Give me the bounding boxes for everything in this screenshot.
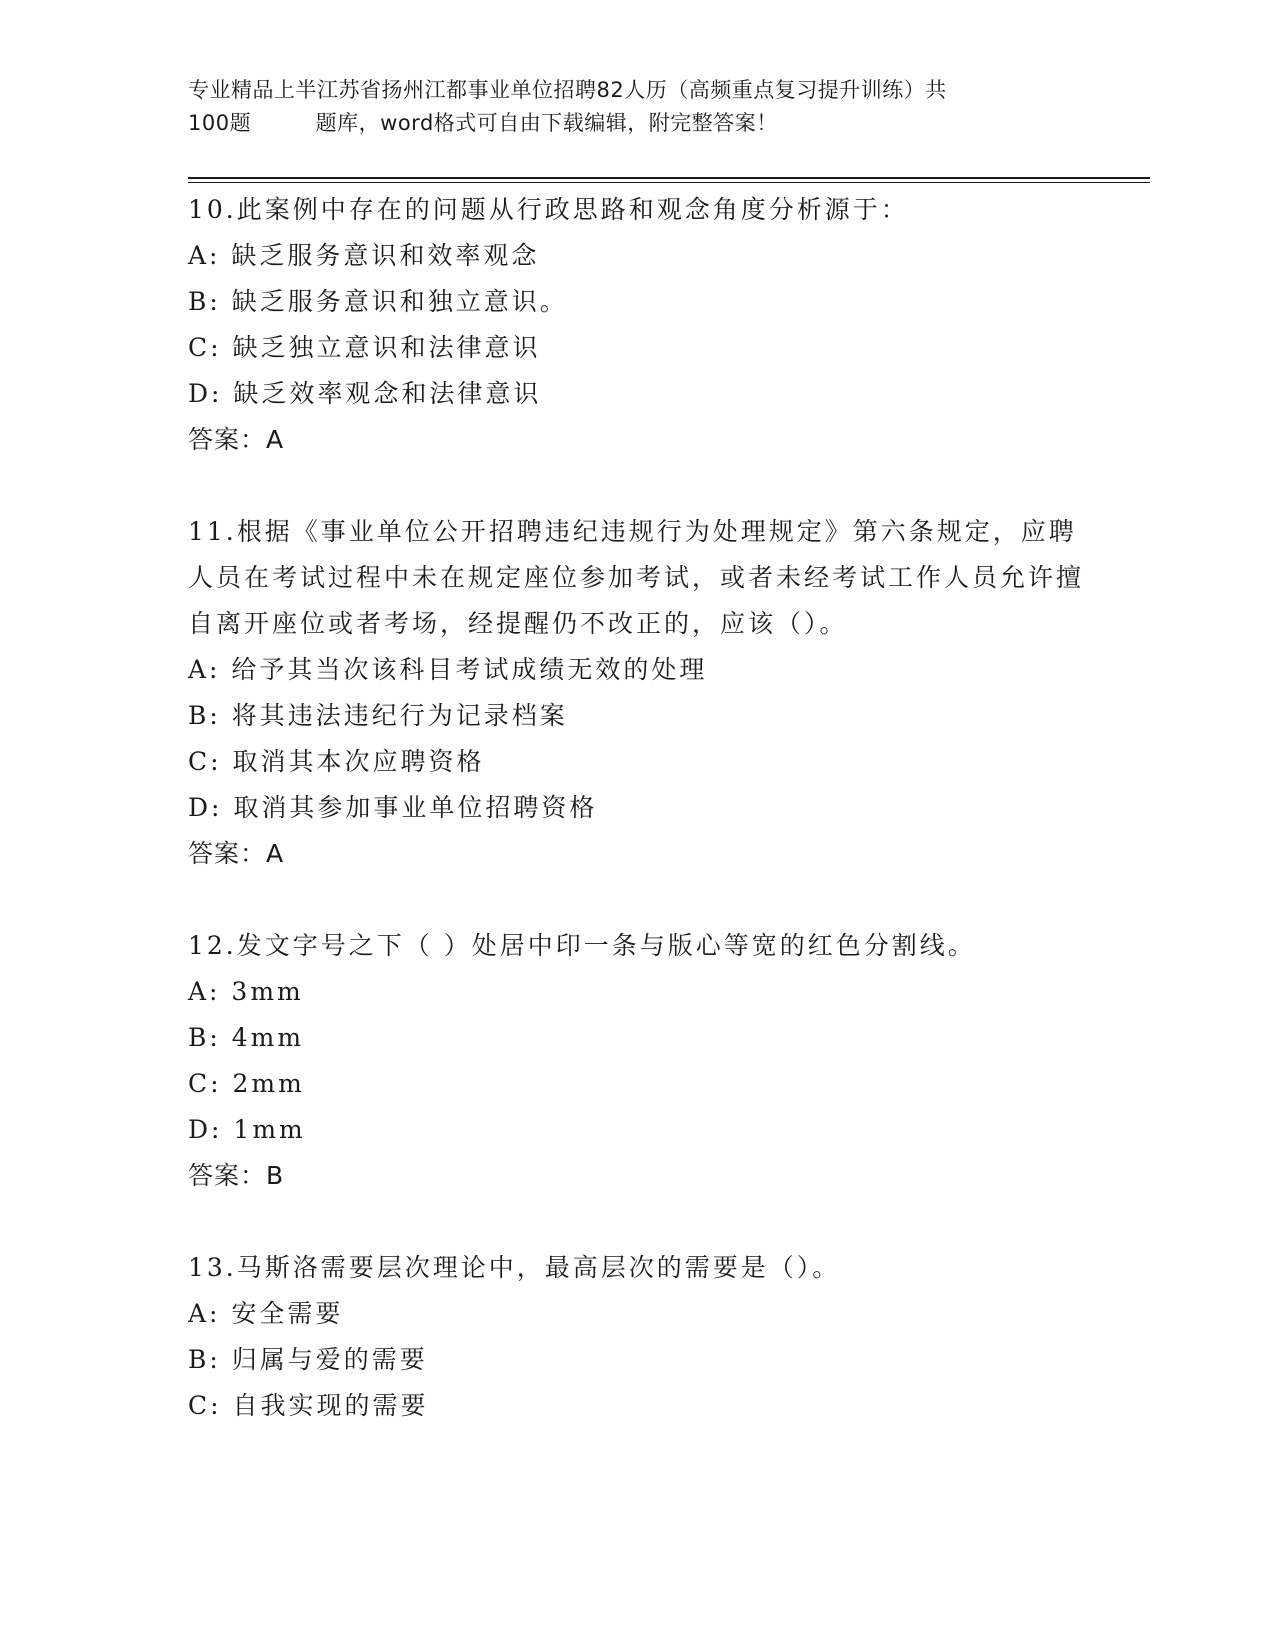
option-b: B: 将其违法违纪行为记录档案	[188, 701, 568, 730]
option-b: B: 归属与爱的需要	[188, 1345, 428, 1374]
option-a: A: 3mm	[188, 977, 304, 1006]
option-d: D: 缺乏效率观念和法律意识	[188, 379, 542, 408]
question-10	[188, 187, 1088, 463]
option-d: D: 1mm	[188, 1115, 306, 1144]
question-list	[188, 187, 1088, 1429]
option-d: D: 取消其参加事业单位招聘资格	[188, 793, 598, 822]
question-13	[188, 1245, 1088, 1429]
option-c: C: 2mm	[188, 1069, 305, 1098]
answer: 答案：B	[188, 1161, 285, 1190]
option-a: A: 缺乏服务意识和效率观念	[188, 241, 540, 270]
header-title-line-1: 专业精品上半江苏省扬州江都事业单位招聘82人历（高频重点复习提升训练）共	[188, 78, 947, 102]
question-12	[188, 923, 1088, 1199]
option-c: C: 缺乏独立意识和法律意识	[188, 333, 541, 362]
option-a: A: 安全需要	[188, 1299, 344, 1328]
question-text: 13.马斯洛需要层次理论中，最高层次的需要是（）。	[188, 1253, 841, 1282]
question-text: 11.根据《事业单位公开招聘违纪违规行为处理规定》第六条规定，应聘人员在考试过程中未在规定座位参加考试，或者未经考试工作人员允许擅自离开座位或者考场，经提醒仍不改正的，应该（）。	[188, 517, 1085, 638]
document-header	[188, 74, 1068, 140]
question-text: 10.此案例中存在的问题从行政思路和观念角度分析源于：	[188, 195, 909, 224]
question-11	[188, 509, 1088, 877]
option-b: B: 缺乏服务意识和独立意识。	[188, 287, 568, 316]
option-a: A: 给予其当次该科目考试成绩无效的处理	[188, 655, 708, 684]
header-title-line-2: 100题 题库，word格式可自由下载编辑，附完整答案！	[188, 111, 778, 135]
option-c: C: 自我实现的需要	[188, 1391, 429, 1420]
answer: 答案：A	[188, 425, 285, 454]
answer: 答案：A	[188, 839, 285, 868]
question-text: 12.发文字号之下（ ）处居中印一条与版心等宽的红色分割线。	[188, 931, 976, 960]
header-divider-thin	[188, 182, 1150, 183]
header-divider-thick	[188, 177, 1150, 179]
option-b: B: 4mm	[188, 1023, 305, 1052]
option-c: C: 取消其本次应聘资格	[188, 747, 485, 776]
